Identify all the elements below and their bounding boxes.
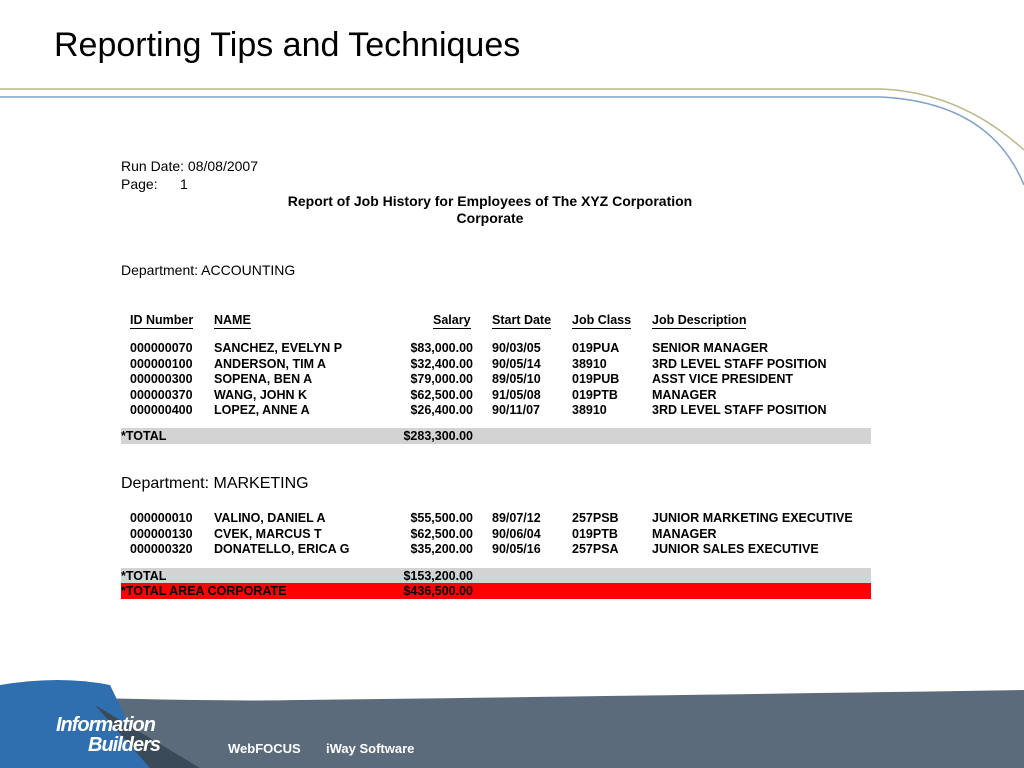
table-cell: 257PSA	[572, 542, 619, 556]
department-total-bar	[121, 428, 871, 444]
footer-link-iway-software[interactable]: iWay Software	[326, 741, 415, 756]
department-heading: Department: ACCOUNTING	[121, 262, 296, 278]
table-cell: $55,500.00	[410, 511, 473, 525]
table-cell: $62,500.00	[410, 387, 473, 402]
table-cell: SOPENA, BEN A	[214, 372, 313, 386]
run-date: Run Date: 08/08/2007	[121, 158, 258, 174]
table-cell: $83,000.00	[410, 341, 473, 355]
table-cell: 91/05/08	[492, 387, 541, 402]
report-subtitle: Corporate	[456, 210, 524, 226]
column-header-job-description: Job Description	[652, 313, 747, 327]
table-cell: 000000100	[130, 356, 193, 371]
table-cell: 90/11/07	[492, 403, 540, 417]
table-cell: MANAGER	[652, 387, 717, 402]
table-cell: JUNIOR SALES EXECUTIVE	[652, 542, 819, 556]
footer-link-webfocus[interactable]: WebFOCUS	[228, 741, 301, 756]
table-cell: 019PUB	[572, 372, 620, 386]
report-title: Report of Job History for Employees of The XYZ Corporation	[287, 193, 693, 209]
column-header-job-class: Job Class	[572, 313, 632, 327]
table-cell: 000000370	[130, 387, 193, 402]
department-total-label: *TOTAL	[121, 429, 167, 443]
table-cell: 89/07/12	[492, 511, 541, 525]
table-cell: 89/05/10	[492, 372, 541, 386]
table-cell: 000000400	[130, 403, 193, 417]
company-logo-line1: Information	[56, 714, 155, 736]
table-cell: 90/05/16	[492, 542, 541, 556]
department-total-label: *TOTAL	[121, 569, 167, 583]
table-cell: 000000010	[130, 511, 193, 525]
column-header-start-date: Start Date	[492, 313, 552, 327]
column-header-id: ID Number	[130, 313, 194, 327]
table-cell: 019PUA	[572, 341, 620, 355]
table-cell: JUNIOR MARKETING EXECUTIVE	[652, 511, 853, 525]
company-logo-line2: Builders	[88, 734, 161, 756]
table-cell: VALINO, DANIEL A	[214, 511, 326, 525]
table-cell: 38910	[572, 356, 607, 371]
table-cell: 90/03/05	[492, 341, 541, 355]
table-cell: WANG, JOHN K	[214, 387, 308, 402]
page-number: 1	[180, 176, 188, 192]
table-cell: 90/06/04	[492, 526, 541, 541]
table-cell: 257PSB	[572, 511, 619, 525]
table-cell: 3RD LEVEL STAFF POSITION	[652, 356, 827, 371]
table-cell: $79,000.00	[410, 372, 473, 386]
table-cell: ASST VICE PRESIDENT	[652, 372, 793, 386]
table-cell: 000000300	[130, 372, 193, 386]
column-header-salary: Salary	[433, 313, 471, 327]
department-total-bar	[121, 568, 871, 584]
slide-title: Reporting Tips and Techniques	[54, 26, 521, 64]
table-cell: $35,200.00	[410, 542, 473, 556]
table-cell: 38910	[572, 403, 607, 417]
department-heading: Department: MARKETING	[121, 475, 309, 492]
table-cell: CVEK, MARCUS T	[214, 526, 322, 541]
grand-total-value: $436,500.00	[403, 584, 473, 598]
column-header-name: NAME	[214, 313, 251, 327]
table-cell: ANDERSON, TIM A	[214, 356, 327, 371]
table-cell: SANCHEZ, EVELYN P	[214, 341, 343, 355]
table-cell: LOPEZ, ANNE A	[214, 403, 310, 417]
table-cell: 019PTB	[572, 387, 618, 402]
table-cell: MANAGER	[652, 526, 717, 541]
table-cell: $26,400.00	[410, 403, 473, 417]
department-total-value: $283,300.00	[403, 429, 473, 443]
table-cell: DONATELLO, ERICA G	[214, 542, 350, 556]
table-cell: 000000130	[130, 526, 193, 541]
page-label: Page:	[121, 176, 158, 192]
grand-total-label: *TOTAL AREA CORPORATE	[121, 584, 287, 598]
table-cell: 000000320	[130, 542, 193, 556]
table-cell: 90/05/14	[492, 356, 541, 371]
table-cell: 000000070	[130, 341, 193, 355]
table-cell: $62,500.00	[410, 526, 473, 541]
table-cell: 3RD LEVEL STAFF POSITION	[652, 403, 827, 417]
table-cell: $32,400.00	[410, 356, 473, 371]
table-cell: SENIOR MANAGER	[652, 341, 768, 355]
department-total-value: $153,200.00	[403, 569, 473, 583]
table-cell: 019PTB	[572, 526, 618, 541]
